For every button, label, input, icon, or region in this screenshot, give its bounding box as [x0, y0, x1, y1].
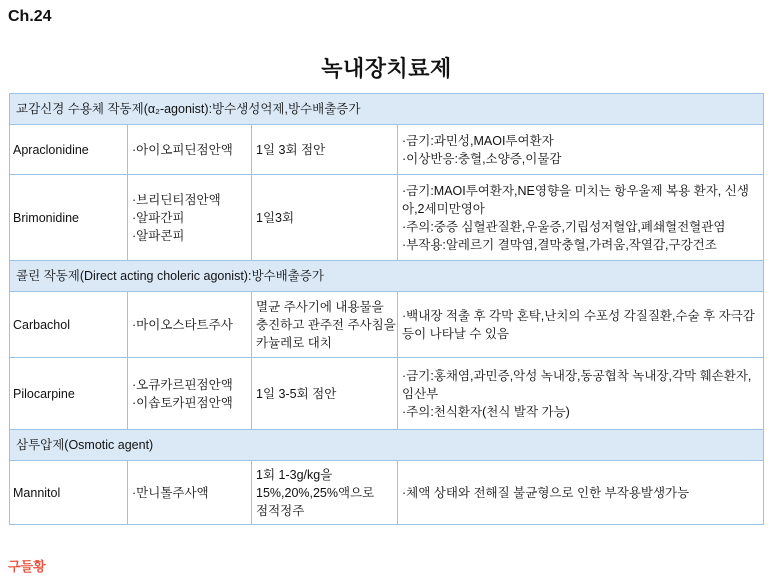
table-row — [10, 125, 764, 175]
dosage-text: 충진하고 관주전 주사침을 — [256, 317, 396, 332]
note-item: ·주의:천식환자(천식 발작 가능) — [402, 404, 570, 419]
dosage-text: 멸균 주사기에 내용물을 — [256, 299, 384, 314]
dosage-text: 15%,20%,25%액으로 — [256, 485, 375, 500]
note-item: ·부작용:알레르기 결막염,결막충혈,가려움,작열감,구강건조 — [402, 237, 717, 252]
chapter-label: Ch.24 — [8, 8, 52, 25]
section-header: 삼투압제(Osmotic agent) — [10, 430, 764, 461]
product-item: ·알파간피 — [132, 210, 185, 225]
section-header: 콜린 작동제(Direct acting choleric agonist):방수배출증가 — [10, 261, 764, 292]
dosage-text: 1일3회 — [256, 210, 295, 225]
product-item: ·마이오스타트주사 — [132, 317, 233, 332]
table-row — [10, 292, 764, 358]
drug-name: Mannitol — [10, 461, 128, 525]
drug-name: Brimonidine — [10, 175, 128, 261]
note-item: ·이상반응:충혈,소양증,이물감 — [402, 151, 562, 166]
notes-cell — [398, 292, 764, 358]
product-item: ·만니톨주사액 — [132, 485, 209, 500]
note-item: ·금기:과민성,MAOI투여환자 — [402, 133, 554, 148]
product-cell — [128, 125, 252, 175]
dosage-cell — [252, 292, 398, 358]
drug-table — [9, 93, 764, 525]
product-item: ·브리딘티점안액 — [132, 192, 221, 207]
dosage-cell — [252, 125, 398, 175]
section-header: 교감신경 수용체 작동제(α₂-agonist):방수생성억제,방수배출증가 — [10, 94, 764, 125]
section-header-row — [10, 430, 764, 461]
section-header-row — [10, 94, 764, 125]
product-item: ·알파콘피 — [132, 228, 185, 243]
note-item: ·금기:MAOI투여환자,NE영향을 미치는 항우울제 복용 환자, 신생아,2세미만영아 — [402, 183, 749, 216]
notes-cell — [398, 461, 764, 525]
product-item: ·아이오피딘점안액 — [132, 142, 233, 157]
notes-cell — [398, 358, 764, 430]
product-item: ·이솝토카핀점안액 — [132, 395, 233, 410]
notes-cell — [398, 125, 764, 175]
table-row — [10, 358, 764, 430]
note-item: ·백내장 적출 후 각막 혼탁,난치의 수포성 각질질환,수술 후 자극감등이 나타날 수 있음 — [402, 308, 755, 341]
note-item: ·금기:홍채염,과민증,악성 녹내장,동공협착 녹내장,각막 훼손환자,임산부 — [402, 368, 752, 401]
table-row — [10, 461, 764, 525]
dosage-text: 카뉼레로 대치 — [256, 335, 332, 350]
product-cell — [128, 358, 252, 430]
product-cell — [128, 175, 252, 261]
dosage-text: 1일 3회 점안 — [256, 142, 326, 157]
dosage-text: 1일 3-5회 점안 — [256, 386, 337, 401]
product-cell — [128, 461, 252, 525]
dosage-text: 1회 1-3g/kg을 — [256, 467, 333, 482]
dosage-cell — [252, 175, 398, 261]
drug-name: Apraclonidine — [10, 125, 128, 175]
notes-cell — [398, 175, 764, 261]
dosage-text: 점적정주 — [256, 503, 305, 518]
note-item: ·주의:중증 심혈관질환,우울증,기립성저혈압,폐쇄혈전혈관염 — [402, 219, 726, 234]
product-item: ·오큐카르핀점안액 — [132, 377, 233, 392]
footer-author: 구들황 — [8, 559, 46, 574]
drug-name: Carbachol — [10, 292, 128, 358]
table-row — [10, 175, 764, 261]
dosage-cell — [252, 358, 398, 430]
section-header-row — [10, 261, 764, 292]
drug-name: Pilocarpine — [10, 358, 128, 430]
product-cell — [128, 292, 252, 358]
page-title: 녹내장치료제 — [321, 56, 452, 81]
dosage-cell — [252, 461, 398, 525]
note-item: ·체액 상태와 전해질 불균형으로 인한 부작용발생가능 — [402, 485, 690, 500]
